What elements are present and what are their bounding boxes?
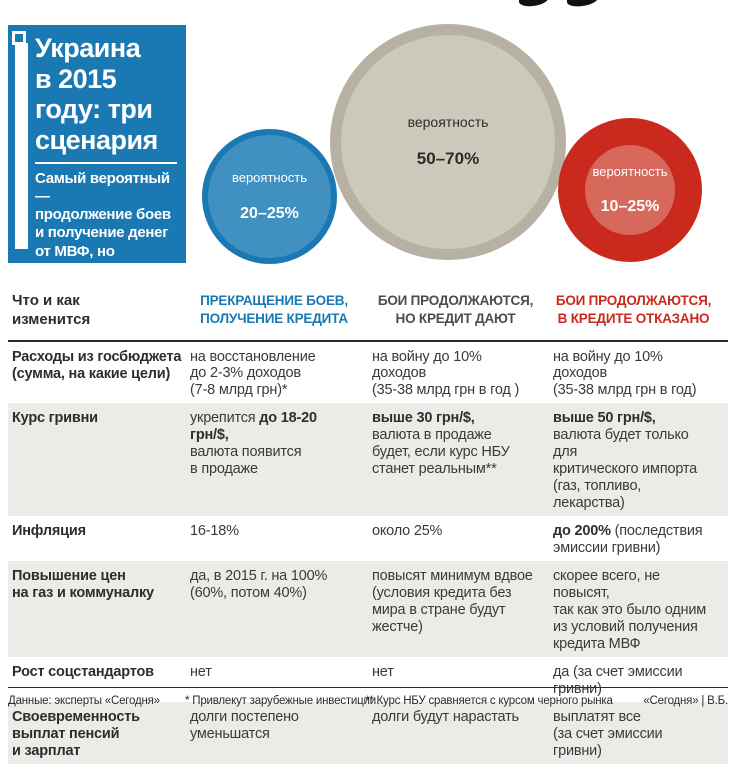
probability-text bbox=[232, 152, 307, 241]
row-label: Повышение цен на газ и коммуналку bbox=[12, 567, 154, 602]
row-cell-scenario-1: нет bbox=[190, 663, 212, 680]
row-cell-scenario-1: на восстановление до 2-3% доходов (7-8 млрд грн)* bbox=[190, 348, 316, 399]
probability-label: вероятность bbox=[592, 163, 668, 179]
title-divider bbox=[35, 162, 177, 164]
scenario-3-probability-circle bbox=[558, 118, 702, 262]
credit: «Сегодня» | В.Б. bbox=[643, 695, 728, 707]
scenario-2-probability-circle bbox=[330, 24, 566, 260]
row-cell-scenario-2: долги будут нарастать bbox=[372, 708, 519, 725]
data-source-note: Данные: эксперты «Сегодня» bbox=[8, 695, 160, 707]
table-header bbox=[8, 280, 728, 342]
row-label: Своевременность выплат пенсий и зарплат bbox=[12, 708, 140, 759]
footnote-1: * Привлекут зарубежные инвестиции bbox=[185, 695, 376, 707]
row-cell-scenario-3: выше 50 грн/$, валюта будет только для критического импорта (газ, топливо, лекарства) bbox=[553, 410, 698, 512]
probability-value: 50–70% bbox=[416, 149, 480, 169]
table-row bbox=[8, 403, 728, 516]
row-cell-scenario-3: до 200% (последствия эмиссии гривни) bbox=[553, 523, 703, 557]
row-cell-scenario-2: повысят минимум вдвое (условия кредита без мира в стране будут жестче) bbox=[372, 567, 533, 635]
row-cell-scenario-1: 16-18% bbox=[190, 523, 239, 540]
table-row bbox=[8, 702, 728, 764]
row-cell-scenario-2: выше 30 грн/$, валюта в продаже будет, если курс НБУ станет реальным** bbox=[372, 410, 510, 478]
cropped-quote-mark-right bbox=[567, 0, 600, 7]
footnote-2: ** Курс НБУ сравняется с курсом черного рынка bbox=[365, 695, 613, 707]
probability-value: 20–25% bbox=[240, 204, 299, 222]
row-cell-scenario-3: выплатят все (за счет эмиссии гривни) bbox=[553, 708, 663, 759]
probability-label: вероятность bbox=[407, 114, 489, 131]
row-cell-scenario-2: нет bbox=[372, 663, 394, 680]
row-label: Рост соцстандартов bbox=[12, 663, 154, 680]
footer bbox=[8, 687, 728, 707]
row-cell-scenario-3: на войну до 10% доходов (35-38 млрд грн в год) bbox=[553, 348, 697, 399]
row-label: Курс гривни bbox=[12, 410, 98, 427]
row-cell-scenario-2: около 25% bbox=[372, 523, 443, 540]
column-header-scenario-2: БОИ ПРОДОЛЖАЮТСЯ, НО КРЕДИТ ДАЮТ bbox=[377, 293, 534, 326]
row-label: Инфляция bbox=[12, 523, 86, 540]
table-row bbox=[8, 561, 728, 657]
page-title: Украина в 2015 году: три сценария bbox=[35, 33, 158, 155]
table-row bbox=[8, 342, 728, 404]
probability-text bbox=[408, 96, 489, 187]
row-cell-scenario-1: да, в 2015 г. на 100% (60%, потом 40%) bbox=[190, 567, 328, 601]
row-cell-scenario-3: да (за счет эмиссии гривни) bbox=[553, 663, 683, 697]
probability-label: вероятность bbox=[231, 170, 308, 186]
row-cell-scenario-1: долги постепено уменьшатся bbox=[190, 708, 299, 742]
probability-text bbox=[592, 146, 667, 235]
scenario-3-inner-circle bbox=[585, 145, 675, 235]
row-label: Расходы из госбюджета (сумма, на какие цели) bbox=[12, 348, 182, 382]
row-cell-scenario-2: на войну до 10% доходов (35-38 млрд грн в год ) bbox=[372, 348, 520, 399]
page-subtitle: Самый вероятный — продолжение боев и получение денег от МВФ, но меньше, чем обещали bbox=[35, 170, 171, 296]
scenario-1-probability-circle bbox=[202, 129, 337, 264]
table-row bbox=[8, 516, 728, 561]
row-cell-scenario-1: укрепится до 18-20 грн/$, валюта появится в продаже bbox=[190, 410, 317, 478]
probability-value: 10–25% bbox=[600, 198, 660, 216]
title-box bbox=[8, 25, 186, 296]
column-header-scenario-1: ПРЕКРАЩЕНИЕ БОЕВ, ПОЛУЧЕНИЕ КРЕДИТА bbox=[200, 293, 348, 326]
cropped-quote-mark-left bbox=[519, 0, 550, 7]
vertical-bar-decoration bbox=[15, 43, 28, 249]
table-corner-label: Что и как изменится bbox=[12, 292, 91, 328]
row-cell-scenario-3: скорее всего, не повысят, так как это было одним из условий получения кредита МВФ bbox=[553, 567, 706, 652]
column-header-scenario-3: БОИ ПРОДОЛЖАЮТСЯ, В КРЕДИТЕ ОТКАЗАНО bbox=[555, 293, 712, 326]
